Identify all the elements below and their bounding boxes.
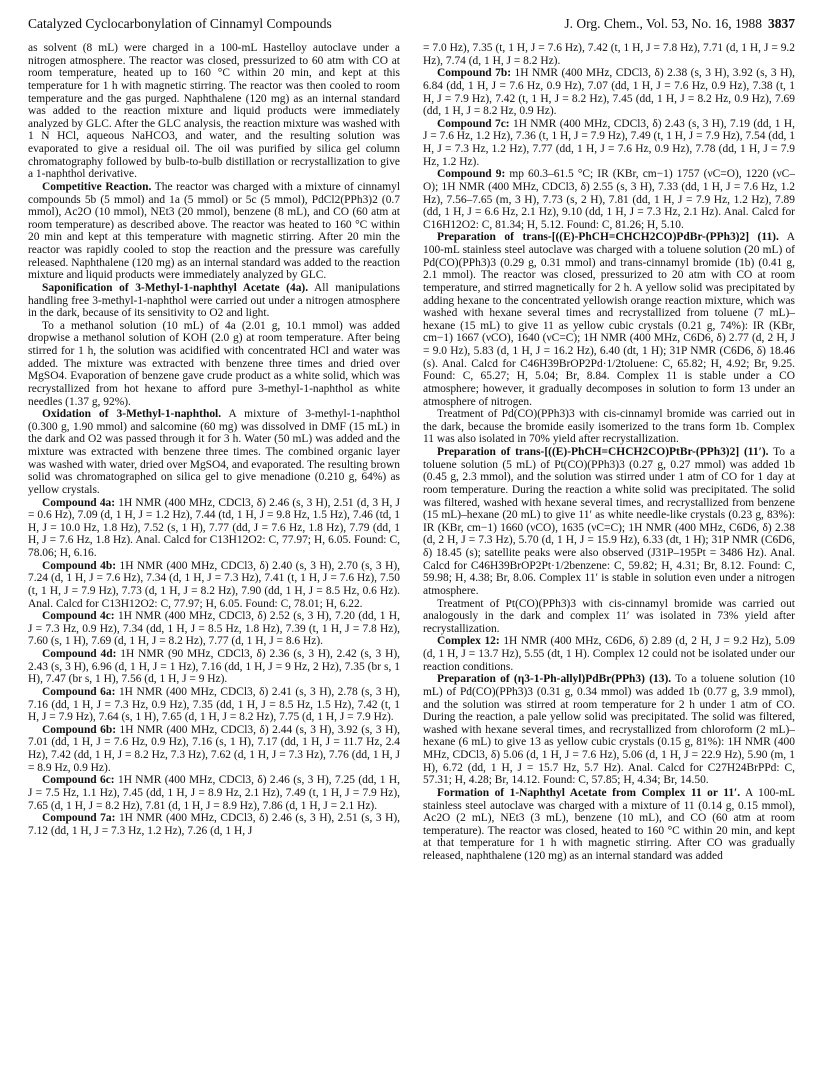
running-header [28, 16, 795, 34]
page-number: 3837 [768, 16, 795, 31]
paragraph-heading: Complex 12: [437, 635, 500, 648]
paragraph-heading: Compound 6a: [42, 685, 116, 698]
paragraph [423, 787, 795, 863]
paragraph [423, 635, 795, 673]
running-title: Catalyzed Cyclocarbonylation of Cinnamyl Compounds [28, 16, 332, 31]
paragraph [423, 446, 795, 598]
paragraph-heading: Competitive Reaction. [42, 180, 152, 193]
paragraph-text: as solvent (8 mL) were charged in a 100-mL Hastelloy autoclave under a nitrogen atmosphere. The reactor was closed, pressurized to 60 atm with CO at room temperature, heated up to 160 °C within 20 min, and kept at this temperature for 1 h with magnetic stirring. The reactor was then cooled to room temperature and the gas purged. Naphthalene (120 mg) as an internal standard was added to the reaction mixture and liquid products were immediately analyzed by GLC. After the GLC analysis, the reaction mixture was washed with 1 N HCl, aqueous NaHCO3, and water, and the resulting solution was evaporated to give a residual oil. The oil was purified by silica gel column chromatography followed by bulb-to-bulb distillation or recrystallization to give a 1-naphthol derivative. [28, 42, 400, 181]
paragraph [28, 282, 400, 320]
paragraph-heading: Oxidation of 3-Methyl-1-naphthol. [42, 408, 222, 421]
paragraph-text: A mixture of 3-methyl-1-naphthol (0.300 g, 1.90 mmol) and salcomine (60 mg) was dissolved in DMF (15 mL) in the dark and O2 was passed through it for 3 h. Water (50 mL) was added and the mixture was extracted with benzene three times. The combined organic layer was washed with water, dried over MgSO4, and evaporated. The resulting brown solid was chromatographed on silica gel to give menadione (0.210 g, 64%) as yellow crystals. [28, 408, 400, 496]
paragraph [423, 598, 795, 636]
paragraph-heading: Compound 6b: [42, 723, 117, 736]
paragraph [28, 408, 400, 496]
paragraph-heading: Compound 4a: [42, 496, 116, 509]
paragraph-text: 1H NMR (400 MHz, CDCl3, δ) 2.38 (s, 3 H), 3.92 (s, 3 H), 6.84 (dd, 1 H, J = 7.6 Hz, 0.9 Hz), 7.07 (dd, 1 H, J = 7.6 Hz, 0.9 Hz), 7.38 (t, 1 H, J = 7.9 Hz), 7.42 (t, 1 H, J = 8.2 Hz), 7.45 (dd, 1 H, J = 8.2 Hz, 0.9 Hz), 7.69 (dd, 1 H, J = 8.2 Hz, 0.9 Hz). [423, 67, 795, 118]
paragraph [28, 774, 400, 812]
paragraph [28, 497, 400, 560]
paragraph [28, 42, 400, 181]
paragraph-heading: Compound 4d: [42, 648, 117, 660]
paragraph-text: 1H NMR (400 MHz, CDCl3, δ) 2.52 (s, 3 H), 7.20 (dd, 1 H, J = 7.3 Hz, 0.9 Hz), 7.34 (dd, 1 H, J = 8.5 Hz, 1.8 Hz), 7.39 (t, 1 H, J = 7.8 Hz), 7.60 (s, 1 H), 7.69 (d, 1 H, J = 8.2 Hz), 7.77 (d, 1 H, J = 8.6 Hz). [28, 610, 400, 648]
paragraph-text: A 100-mL stainless steel autoclave was charged with a toluene solution (20 mL) of Pd(CO)(PPh3)3 (0.29 g, 0.31 mmol) and trans-cinnamyl bromide (1b) (0.41 g, 2.1 mmol). The reactor was closed, pressurized to 20 atm with CO at room temperature, and stirred magnetically for 2 h. A yellow solid was precipitated by adding hexane to the concentrated yellowish orange reaction mixture, which was washed with hexane several times and recrystallized from toluene (7 mL)–hexane (15 mL) to give 11 as yellow cubic crystals (0.21 g, 74%): IR (KBr, cm−1) 1667 (νCO), 1640 (νC=C); 1H NMR (400 MHz, C6D6, δ) 2.77 (d, 2 H, J = 9.0 Hz), 5.83 (d, 1 H, J = 16.2 Hz), 6.40 (dt, 1 H); 31P NMR (C6D6, δ) 18.46 (s). Anal. Calcd for C46H39BrOP2Pd·1/2toluene: C, 65.82; H, 4.92; Br, 9.25. Found: C, 65.27; H, 5.04; Br, 8.84. Complex 11 is stable under a CO atmosphere; however, it gradually decomposes in solution to form 13 under an atmosphere of nitrogen. [423, 231, 795, 408]
paragraph-text: To a toluene solution (5 mL) of Pt(CO)(PPh3)3 (0.27 g, 0.27 mmol) was added 1b (0.45 g, 2.3 mmol), and the solution was stirred under 1 atm of CO for 1 day at room temperature. During the reaction a white solid was precipitated. The solid was filtered, washed with hexane several times, and recrystallized from benzene (15 mL)–hexane (20 mL) to give 11′ as white needle-like crystals (0.23 g, 83%): IR (KBr, cm−1) 1660 (νCO), 1635 (νC=C); 1H NMR (400 MHz, C6D6, δ) 2.38 (d, 2 H, J = 7.3 Hz), 5.70 (d, 1 H, J = 15.9 Hz), 6.33 (dt, 1 H); 31P NMR (C6D6, δ) 18.45 (s); satellite peaks were also observed (J31P–195Pt = 3486 Hz). Anal. Calcd for C46H39BrOP2Pt·1/2benzene: C, 59.82; H, 4.31; Br, 8.12. Found: C, 59.98; H, 4.38; Br, 8.06. Complex 11′ is stable in solution even under a nitrogen atmosphere. [423, 446, 795, 597]
paragraph-text: The reactor was charged with a mixture of cinnamyl compounds 5b (5 mmol) and 1a (5 mmol) or 5c (5 mmol), PdCl2(PPh3)2 (0.7 mmol), Ac2O (10 mmol), NEt3 (20 mmol), benzene (8 mL), and CO (60 atm at room temperature) as described above. The reactor was heated to 160 °C within 20 min and kept at this temperature with magnetic stirring. After 20 min the reactor was rapidly cooled to stop the reaction and the pressure was carefully released. Naphthalene (120 mg) as an internal standard was added to the reaction mixture and liquid products were immediately analyzed by GLC. [28, 180, 400, 282]
paragraph [28, 648, 400, 686]
paragraph-text: Treatment of Pt(CO)(PPh3)3 with cis-cinnamyl bromide was carried out analogously in the dark and complex 11′ was isolated in 73% yield after recrystallization. [423, 597, 795, 635]
paragraph-text: 1H NMR (400 MHz, C6D6, δ) 2.89 (d, 2 H, J = 9.2 Hz), 5.09 (d, 1 H, J = 13.7 Hz), 5.55 (dt, 1 H). Complex 12 could not be isolated under our reaction conditions. [423, 635, 795, 673]
paragraph-text: Treatment of Pd(CO)(PPh3)3 with cis-cinnamyl bromide was carried out in the dark, because the bromide easily isomerized to the trans form 1b. Complex 11 was also isolated in 70% yield after recrystallization. [423, 408, 795, 446]
paragraph-text: 1H NMR (400 MHz, CDCl3, δ) 2.43 (s, 3 H), 7.19 (dd, 1 H, J = 7.6 Hz, 1.2 Hz), 7.36 (t, 1 H, J = 7.9 Hz), 7.49 (t, 1 H, J = 7.9 Hz), 7.54 (dd, 1 H, J = 7.3 Hz, 1.2 Hz), 7.77 (dd, 1 H, J = 7.6 Hz, 0.9 Hz), 7.78 (dd, 1 H, J = 7.9 Hz, 1.2 Hz). [423, 117, 795, 168]
paragraph [28, 560, 400, 611]
paragraph-heading: Compound 7a: [42, 812, 116, 825]
paragraph-text: 1H NMR (400 MHz, CDCl3, δ) 2.46 (s, 3 H), 7.25 (dd, 1 H, J = 7.5 Hz, 1.1 Hz), 7.45 (dd, 1 H, J = 8.9 Hz, 2.1 Hz), 7.49 (t, 1 H, J = 7.9 Hz), 7.65 (d, 1 H, J = 8.2 Hz), 7.81 (d, 1 H, J = 8.9 Hz), 7.86 (d, 1 H, J = 2.1 Hz). [28, 774, 400, 812]
paragraph-text: = 7.0 Hz), 7.35 (t, 1 H, J = 7.6 Hz), 7.42 (t, 1 H, J = 7.8 Hz), 7.71 (d, 1 H, J = 9.2 Hz), 7.74 (d, 1 H, J = 8.2 Hz). [423, 42, 795, 67]
paragraph [423, 42, 795, 67]
paragraph [28, 724, 400, 775]
paragraph [28, 812, 400, 837]
paragraph-text: 1H NMR (90 MHz, CDCl3, δ) 2.36 (s, 3 H), 2.42 (s, 3 H), 2.43 (s, 3 H), 6.96 (d, 1 H, J = 1 Hz), 7.16 (dd, 1 H, J = 9 Hz, 2 Hz), 7.35 (br s, 1 H), 7.47 (br s, 1 H), 7.56 (d, 1 H, J = 9 Hz). [28, 648, 400, 686]
paragraph-heading: Compound 7c: [437, 117, 510, 130]
paragraph-text: 1H NMR (400 MHz, CDCl3, δ) 2.46 (s, 3 H), 2.51 (d, 3 H, J = 0.6 Hz), 7.09 (d, 1 H, J = 1.2 Hz), 7.44 (td, 1 H, J = 9.8 Hz, 1.5 Hz), 7.46 (td, 1 H, J = 10.0 Hz, 1.8 Hz), 7.52 (s, 1 H), 7.77 (dd, J = 7.6 Hz, 1.8 Hz), 7.79 (dd, 1 H, J = 7.6 Hz, 1.8 Hz). Anal. Calcd for C13H12O2: C, 77.97; H, 6.05. Found: C, 78.06; H, 6.16. [28, 496, 400, 559]
paragraph-text: To a toluene solution (10 mL) of Pd(CO)(PPh3)3 (0.31 g, 0.34 mmol) was added 1b (0.77 g, 3.9 mmol), and the solution was stirred at room temperature for 2 h under 1 atm of CO. During the reaction, a pale yellow solid was precipitated. The solid was filtered, washed with hexane several times, and recrystallized from chloroform (2 mL)–hexane (6 mL) to give 13 as yellow cubic crystals (0.15 g, 81%): 1H NMR (400 MHz, CDCl3, δ) 5.06 (d, 1 H, J = 7.6 Hz), 5.06 (d, 1 H, J = 22.9 Hz), 5.90 (m, 1 H), 6.72 (dd, 1 H, J = 15.7 Hz, 5.7 Hz). Anal. Calcd for C27H24BrPPd: C, 57.31; H, 4.28; Br, 14.12. Found: C, 57.85; H, 4.34; Br, 14.50. [423, 673, 795, 787]
paragraph-heading: Compound 4b: [42, 559, 117, 572]
paragraph-text: A 100-mL stainless steel autoclave was charged with a mixture of 11 (0.14 g, 0.15 mmol), Ac2O (2 mL), NEt3 (3 mL), benzene (10 mL), and CO (60 atm at room temperature). The reactor was closed, heated to 160 °C within 20 min, and kept at that temperature for 1 h with magnetic stirring. After CO was gradually released, naphthalene (120 mg) as an internal standard was added [423, 786, 795, 862]
paragraph-heading: Formation of 1-Naphthyl Acetate from Complex 11 or 11′. [437, 786, 741, 799]
paragraph [423, 673, 795, 787]
paragraph-heading: Preparation of trans-[((E)-PhCH=CHCH2CO)PtBr-(PPh3)2] (11′). [437, 446, 769, 458]
paragraph-text: All manipulations handling free 3-methyl-1-naphthol were carried out under a nitrogen atmosphere in the dark, because of its sensitivity to O2 and light. [28, 281, 400, 320]
paragraph-heading: Compound 9: [437, 168, 506, 181]
paragraph-heading: Saponification of 3-Methyl-1-naphthyl Acetate (4a). [42, 281, 309, 294]
paragraph-text: 1H NMR (400 MHz, CDCl3, δ) 2.41 (s, 3 H), 2.78 (s, 3 H), 7.16 (dd, 1 H, J = 7.3 Hz, 0.9 Hz), 7.35 (dd, 1 H, J = 8.5 Hz, 1.5 Hz), 7.42 (t, 1 H, J = 7.9 Hz), 7.64 (s, 1 H), 7.65 (d, 1 H, J = 8.2 Hz), 7.75 (d, 1 H, J = 7.9 Hz). [28, 685, 400, 724]
paragraph [28, 610, 400, 648]
paragraph [28, 686, 400, 724]
left-column [28, 42, 400, 1057]
paragraph [28, 181, 400, 282]
paragraph [28, 320, 400, 408]
paragraph [423, 67, 795, 118]
paragraph-heading: Compound 7b: [437, 67, 512, 80]
paragraph [423, 118, 795, 169]
paragraph-text: To a methanol solution (10 mL) of 4a (2.01 g, 10.1 mmol) was added dropwise a methanol solution of KOH (2.0 g) at room temperature. After being stirred for 1 h, the solution was acidified with concentrated HCl and water was added. The mixture was extracted with benzene three times and dried over MgSO4. Evaporation of benzene gave crude product as a white solid, which was recrystallized from hot hexane to afford pure 3-methyl-1-naphthol as white needles (1.37 g, 92%). [28, 319, 400, 408]
right-column [423, 42, 795, 1057]
paragraph-heading: Preparation of (η3-1-Ph-allyl)PdBr(PPh3) (13). [437, 673, 672, 686]
paragraph [423, 408, 795, 446]
journal-name: J. Org. Chem., Vol. 53, No. 16, 1988 [564, 16, 762, 31]
paragraph-heading: Compound 6c: [42, 774, 115, 787]
paragraph-text: 1H NMR (400 MHz, CDCl3, δ) 2.46 (s, 3 H), 2.51 (s, 3 H), 7.12 (dd, 1 H, J = 7.3 Hz, 1.2 Hz), 7.26 (d, 1 H, J [28, 812, 400, 837]
paragraph-heading: Preparation of trans-[((E)-PhCH=CHCH2CO)PdBr-(PPh3)2] (11). [437, 231, 779, 244]
paragraph-text: 1H NMR (400 MHz, CDCl3, δ) 2.44 (s, 3 H), 3.92 (s, 3 H), 7.01 (dd, 1 H, J = 7.6 Hz, 0.9 Hz), 7.16 (s, 1 H), 7.17 (dd, 1 H, J = 11.7 Hz, 2.4 Hz), 7.42 (dd, 1 H, J = 8.2 Hz, 7.3 Hz), 7.62 (d, 1 H, J = 7.3 Hz), 7.76 (dd, 1 H, J = 8.9 Hz, 0.9 Hz). [28, 723, 400, 774]
paragraph-text: mp 60.3–61.5 °C; IR (KBr, cm−1) 1757 (νC=O), 1220 (νC–O); 1H NMR (400 MHz, CDCl3, δ) 2.55 (s, 3 H), 7.33 (dd, 1 H, J = 7.6 Hz, 1.2 Hz), 7.56–7.65 (m, 3 H), 7.73 (s, 2 H), 7.81 (dd, 1 H, J = 7.9 Hz, 1.2 Hz), 7.89 (dd, 1 H, J = 6.6 Hz, 2.1 Hz), 9.10 (dd, 1 H, J = 7.3 Hz, 2.1 Hz). Anal. Calcd for C16H12O2: C, 81.34; H, 5.12. Found: C, 81.26; H, 5.10. [423, 168, 795, 231]
paragraph [423, 231, 795, 408]
paragraph-heading: Compound 4c: [42, 610, 115, 623]
paragraph [423, 168, 795, 231]
journal-citation [564, 16, 795, 32]
paragraph-text: 1H NMR (400 MHz, CDCl3, δ) 2.40 (s, 3 H), 2.70 (s, 3 H), 7.24 (d, 1 H, J = 7.6 Hz), 7.34 (d, 1 H, J = 7.3 Hz), 7.41 (t, 1 H, J = 7.6 Hz), 7.50 (t, 1 H, J = 7.9 Hz), 7.73 (d, 1 H, J = 8.2 Hz), 7.90 (dd, 1 H, J = 8.5 Hz, 0.6 Hz). Anal. Calcd for C13H12O2: C, 77.97; H, 6.05. Found: C, 78.01; H, 6.22. [28, 559, 400, 610]
